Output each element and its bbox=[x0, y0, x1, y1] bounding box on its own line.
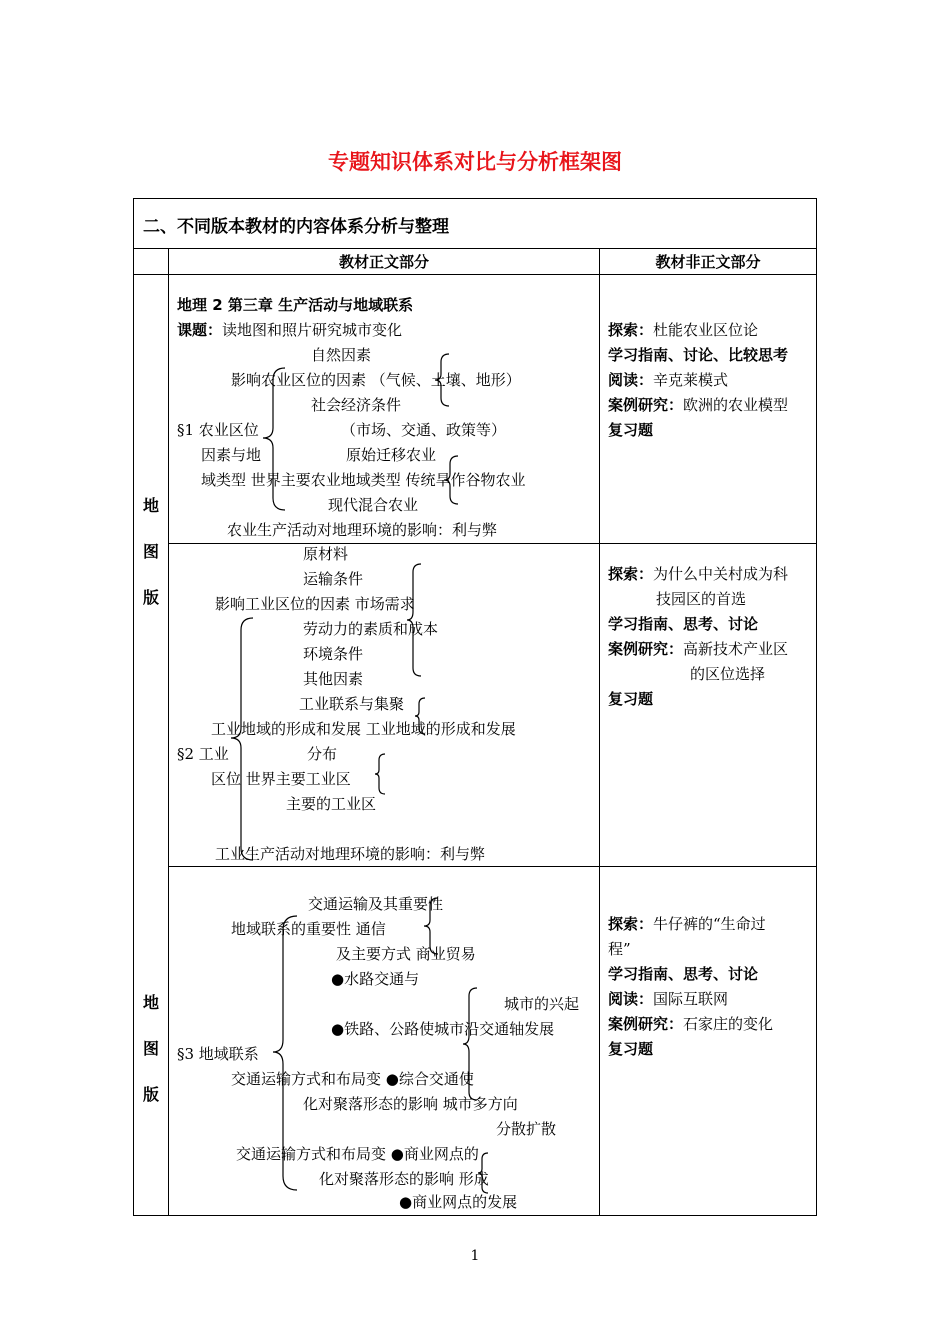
outline-braces bbox=[133, 198, 817, 1216]
outline-line: 化对聚落形态的影响 形成 bbox=[319, 1170, 489, 1188]
side-note: 案例研究：高新技术产业区 bbox=[608, 640, 789, 658]
outline-line: 自然因素 bbox=[311, 346, 372, 364]
side-note: 技园区的首选 bbox=[656, 590, 747, 608]
page-number: 1 bbox=[470, 1248, 480, 1264]
side-note: 程” bbox=[608, 940, 631, 958]
outline-line: 工业联系与集聚 bbox=[299, 695, 405, 713]
side-note: 探索：牛仔裤的“生命过 bbox=[608, 915, 766, 933]
outline-line: §1 农业区位 bbox=[177, 421, 259, 439]
outline-line: 工业生产活动对地理环境的影响：利与弊 bbox=[215, 845, 486, 863]
outline-line: 运输条件 bbox=[303, 570, 364, 588]
outline-line: 交通运输及其重要性 bbox=[308, 895, 444, 913]
outline-line: 地域联系的重要性 通信 bbox=[231, 920, 386, 938]
side-note: 案例研究：石家庄的变化 bbox=[608, 1015, 774, 1033]
outline-line: 区位 世界主要工业区 bbox=[211, 770, 351, 788]
content-table bbox=[133, 198, 817, 1216]
outline-line: 化对聚落形态的影响 城市多方向 bbox=[303, 1095, 518, 1113]
side-note: 复习题 bbox=[608, 1040, 654, 1058]
outline-line: 及主要方式 商业贸易 bbox=[336, 945, 476, 963]
outline-line: 域类型 世界主要农业地域类型 传统旱作谷物农业 bbox=[201, 471, 526, 489]
side-note: 探索：杜能农业区位论 bbox=[608, 321, 759, 339]
outline-line: ●商业网点的发展 bbox=[399, 1193, 518, 1211]
outline-line: 交通运输方式和布局变 ●商业网点的 bbox=[236, 1145, 479, 1163]
edition-label-1: 地 图 版 bbox=[142, 496, 159, 607]
side-note: 阅读：国际互联网 bbox=[608, 990, 729, 1008]
outline-line: 社会经济条件 bbox=[311, 396, 402, 414]
outline-line: ●铁路、公路使城市沿交通轴发展 bbox=[331, 1020, 555, 1038]
side-note: 探索：为什么中关村成为科 bbox=[608, 565, 789, 583]
outline-line: 交通运输方式和布局变 ●综合交通使 bbox=[231, 1070, 474, 1088]
column-header-main: 教材正文部分 bbox=[338, 253, 429, 271]
edition-label-2: 地 图 版 bbox=[142, 993, 159, 1104]
side-note: 学习指南、讨论、比较思考 bbox=[608, 346, 789, 364]
outline-line: §2 工业 bbox=[177, 745, 229, 763]
topic-line: 课题：读地图和照片研究城市变化 bbox=[177, 321, 403, 339]
outline-line: 影响农业区位的因素 （气候、土壤、地形） bbox=[231, 371, 521, 389]
outline-line: 环境条件 bbox=[303, 645, 364, 663]
column-header-extra: 教材非正文部分 bbox=[655, 253, 761, 271]
outline-line: 现代混合农业 bbox=[328, 496, 419, 514]
outline-line: 原始迁移农业 bbox=[346, 446, 437, 464]
outline-line: ●水路交通与 bbox=[331, 970, 420, 988]
outline-line: 劳动力的素质和成本 bbox=[303, 620, 439, 638]
outline-line: 影响工业区位的因素 市场需求 bbox=[215, 595, 415, 613]
outline-line: 分布 bbox=[307, 745, 338, 763]
side-note: 学习指南、思考、讨论 bbox=[608, 615, 759, 633]
side-note: 阅读：辛克莱模式 bbox=[608, 371, 729, 389]
outline-line: 因素与地 bbox=[201, 446, 262, 464]
outline-line: 主要的工业区 bbox=[286, 795, 377, 813]
outline-line: 其他因素 bbox=[303, 670, 364, 688]
side-note: 复习题 bbox=[608, 421, 654, 439]
side-note: 的区位选择 bbox=[690, 665, 766, 683]
outline-line: 农业生产活动对地理环境的影响：利与弊 bbox=[227, 521, 498, 539]
outline-line: §3 地域联系 bbox=[177, 1045, 259, 1063]
outline-line: （市场、交通、政策等） bbox=[341, 421, 507, 439]
outline-line: 城市的兴起 bbox=[504, 995, 580, 1013]
side-note: 复习题 bbox=[608, 690, 654, 708]
outline-line: 工业地域的形成和发展 工业地域的形成和发展 bbox=[211, 720, 516, 738]
section-heading: 二、不同版本教材的内容体系分析与整理 bbox=[143, 217, 449, 237]
outline-line: 分散扩散 bbox=[496, 1120, 557, 1138]
page-title: 专题知识体系对比与分析框架图 bbox=[328, 150, 622, 174]
outline-line: 原材料 bbox=[303, 545, 349, 563]
side-note: 案例研究：欧洲的农业模型 bbox=[608, 396, 789, 414]
side-note: 学习指南、思考、讨论 bbox=[608, 965, 759, 983]
book-chapter: 地理 2 第三章 生产活动与地域联系 bbox=[177, 296, 414, 314]
